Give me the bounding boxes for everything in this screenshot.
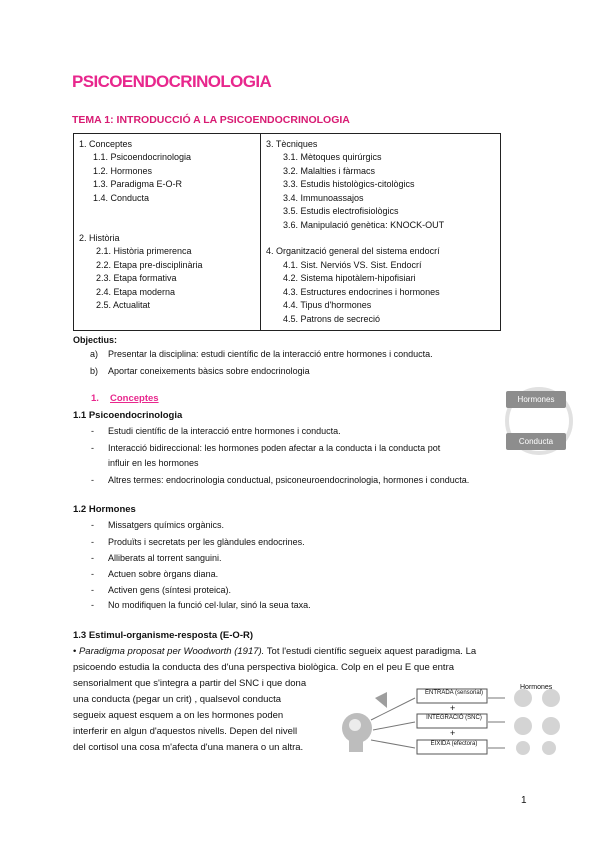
toc-item: 1.1. Psicoendocrinologia [93, 152, 192, 162]
head-icon [342, 713, 372, 752]
input-box-label: ENTRADA (sensorial) [424, 690, 483, 696]
paragraph-line: psicoendo estudia la conducta des d'una perspectiva biològica. Colp en el peu E que entra [73, 662, 455, 673]
bullet-text: Estudi científic de la interacció entre hormones i conducta. [108, 426, 341, 436]
shout-icon [375, 692, 387, 708]
bullet-text: Altres termes: endocrinologia conductual, psiconeuroendocrinologia, hormones i conducta. [108, 475, 470, 485]
paragraph-line: interferir en algun d'aquestos nivells. Depen del nivell [73, 726, 298, 737]
bullet-dash: - [91, 600, 94, 610]
bullet-dash: - [91, 553, 94, 563]
objective-marker: b) [90, 366, 99, 376]
paragraph-line: segueix aquest esquem a on les hormones poden [73, 710, 284, 721]
toc-item: 4.5. Patrons de secreció [283, 314, 381, 324]
subsection-heading: 1.2 Hormones [73, 504, 136, 515]
toc-item: 1.3. Paradigma E-O-R [93, 179, 183, 189]
toc-item: 4. Organització general del sistema endocrí [266, 246, 440, 256]
bullet-dash: - [91, 520, 94, 530]
paragraph-line [73, 646, 476, 657]
toc-item: 2. Història [79, 233, 120, 243]
plus-sign: + [450, 703, 456, 713]
bullet-text: Interacció bidireccional: les hormones poden afectar a la conducta i la conducta pot [108, 443, 441, 453]
diagram-hormones-label: Hormones [520, 684, 553, 691]
objectives-label: Objectius: [73, 335, 118, 345]
bullet-text: Produïts i secretats per les glàndules endocrines. [108, 537, 305, 547]
toc-table [73, 133, 501, 331]
bullet-dash: - [91, 537, 94, 547]
bullet-text: No modifiquen la funció cel·lular, sinó la seua taxa. [108, 600, 311, 610]
toc-item: 4.4. Tipus d'hormones [283, 300, 372, 310]
toc-item: 3.3. Estudis histològics-citològics [283, 179, 415, 189]
objective-marker: a) [90, 349, 99, 359]
section-number: 1. [91, 393, 99, 404]
paragraph-line: sensorialment que s'integra a partir del SNC i que dona [73, 678, 307, 689]
bullet-dash: - [91, 585, 94, 595]
toc-item: 1.2. Hormones [93, 166, 153, 176]
bullet-dash: - [91, 475, 94, 485]
toc-item: 3. Tècniques [266, 139, 318, 149]
page-number: 1 [521, 795, 527, 806]
bullet-dot: • [73, 646, 77, 657]
bullet-text: influir en les hormones [108, 458, 199, 468]
bullet-dash: - [91, 569, 94, 579]
paradigm-reference: Paradigma proposat per Woodworth (1917). [78, 646, 265, 657]
topic-heading: TEMA 1: INTRODUCCIÓ A LA PSICOENDOCRINOLOGIA [72, 114, 350, 126]
toc-item: 3.4. Immunoassajos [283, 193, 364, 203]
toc-item: 2.1. Història primerenca [96, 246, 192, 256]
paragraph-line: del cortisol una cosa m'afecta d'una manera o un altra. [73, 742, 304, 753]
toc-item: 3.1. Mètoques quirúrgics [283, 152, 382, 162]
toc-item: 2.5. Actualitat [96, 300, 151, 310]
toc-item: 3.5. Estudis electrofisiològics [283, 206, 399, 216]
bullet-text: Actuen sobre òrgans diana. [108, 569, 219, 579]
bullet-text: Missatgers químics orgànics. [108, 520, 225, 530]
toc-item: 2.2. Etapa pre-disciplinària [96, 260, 203, 270]
bullet-text: Alliberats al torrent sanguini. [108, 553, 222, 563]
bullet-dash: - [91, 443, 94, 453]
section-title: Conceptes [110, 393, 159, 404]
toc-item: 2.4. Etapa moderna [96, 287, 176, 297]
toc-item: 1. Conceptes [79, 139, 133, 149]
toc-item: 4.3. Estructures endocrines i hormones [283, 287, 440, 297]
paragraph-line: una conducta (pegar un crit) , qualsevol conducta [73, 694, 282, 705]
cycle-conducta-node: Conducta [506, 433, 566, 450]
hormone-icons [514, 689, 560, 755]
cycle-hormones-node: Hormones [506, 391, 566, 408]
integration-box-label: INTEGRACIÓ (SNC) [426, 715, 482, 721]
subsection-heading: 1.1 Psicoendocrinologia [73, 410, 183, 421]
subsection-heading: 1.3 Estimul-organisme-resposta (E-O-R) [73, 630, 254, 641]
output-box-label: EIXIDA (efectora) [430, 741, 478, 747]
toc-item: 4.1. Sist. Nerviós VS. Sist. Endocrí [283, 260, 422, 270]
toc-left-column [74, 134, 261, 330]
toc-item: 2.3. Etapa formativa [96, 273, 177, 283]
toc-item: 3.2. Malalties i fàrmacs [283, 166, 376, 176]
paragraph-text: Tot l'estudi científic segueix aquest paradigma. La [266, 646, 477, 657]
bullet-dash: - [91, 426, 94, 436]
toc-item: 3.6. Manipulació genètica: KNOCK-OUT [283, 220, 445, 230]
objective-text: Presentar la disciplina: estudi científic de la interacció entre hormones i conducta. [108, 349, 433, 359]
objective-text: Aportar coneixements bàsics sobre endocrinologia [108, 366, 310, 376]
toc-right-column [261, 134, 500, 330]
document-title: PSICOENDOCRINOLOGIA [72, 72, 272, 91]
toc-item: 4.2. Sistema hipotàlem-hipofisiari [283, 273, 416, 283]
bullet-text: Activen gens (síntesi proteica). [108, 585, 232, 595]
plus-sign: + [450, 728, 456, 738]
toc-item: 1.4. Conducta [93, 193, 150, 203]
